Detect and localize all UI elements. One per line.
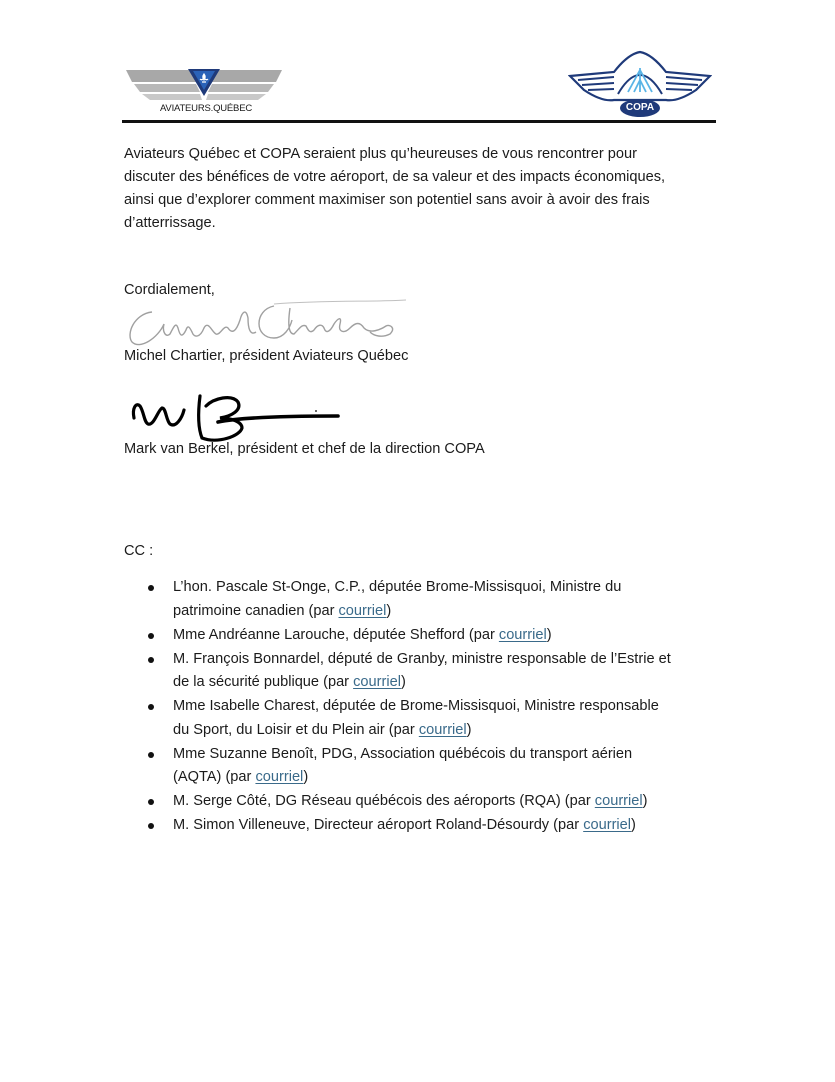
courriel-link[interactable]: courriel [338,602,387,619]
cc-list-item [148,814,728,838]
cc-item-text: M. Serge Côté, DG Réseau québécois des aéroports (RQA) [173,793,565,809]
cc-item-suffix: ) [631,817,636,833]
courriel-link[interactable]: courriel [255,769,304,785]
copa-logo-text: COPA [625,102,655,113]
cc-item-prefix: (par [308,602,339,619]
cc-list-item [148,743,728,790]
cc-item-line: Mme Isabelle Charest, députée de Brome-Missisquoi, Ministre responsable [173,698,659,714]
cc-item-text: patrimoine canadien [173,602,309,619]
letter-paragraph [124,143,724,235]
paragraph-line: Aviateurs Québec et COPA seraient plus qu’heureuses de vous rencontrer pour [124,146,637,162]
signature-1-text: Michel Chartier [124,298,131,299]
cc-list-item [148,648,728,695]
cc-item-line [173,671,728,695]
bullet-icon [148,633,154,639]
cc-list [148,576,728,838]
paragraph-line: d’atterrissage. [124,215,216,231]
cc-label: CC : [124,543,154,559]
courriel-link[interactable]: courriel [353,674,401,690]
cc-item-suffix: ) [303,769,309,785]
bullet-icon [148,799,154,805]
cc-list-item [148,624,728,648]
cc-item-line: M. François Bonnardel, député de Granby, ministre responsable de l’Estrie et [173,650,671,667]
cc-item-line [173,814,728,838]
signer-1-name: Michel Chartier, président Aviateurs Québec [124,348,409,364]
cc-item-suffix: ) [466,721,472,738]
courriel-link[interactable]: courriel [594,793,643,809]
cc-item-prefix: (par [564,793,595,809]
cc-item-prefix: (par [468,626,499,643]
header-divider [122,120,716,123]
closing-salutation: Cordialement, [124,282,215,298]
cc-item-suffix: ) [642,793,648,809]
cc-item-line [173,600,728,624]
cc-item-suffix: ) [546,626,552,643]
cc-list-item [148,576,728,623]
aviateurs-quebec-logo-text: AVIATEURS.QUÉBEC [160,103,252,114]
cc-item-line: Mme Suzanne Benoît, PDG, Association québécois du transport aérien [173,745,633,762]
cc-item-suffix: ) [400,674,406,690]
bullet-icon [148,585,154,591]
cc-item-text: M. Simon Villeneuve, Directeur aéroport Roland-Désourdy [173,817,554,833]
cc-item-text: (AQTA) [173,769,226,785]
cc-item-suffix: ) [386,602,392,619]
signer-2-name: Mark van Berkel, président et chef de la direction COPA [124,441,485,457]
cc-item-text: de la sécurité publique [173,674,324,690]
courriel-link[interactable]: courriel [498,626,547,643]
mark-van-berkel-signature [128,388,348,444]
bullet-icon [148,704,154,710]
cc-item-prefix: (par [388,721,419,738]
aviateurs-quebec-logo [124,66,284,120]
cc-item-prefix: (par [323,674,354,690]
bullet-icon [148,823,154,829]
paragraph-line: ainsi que d’explorer comment maximiser son potentiel sans avoir à avoir des frais [124,192,650,208]
cc-item-line [173,719,728,743]
cc-item-line [173,624,728,648]
copa-logo [568,50,712,120]
bullet-icon [148,752,154,758]
cc-list-item [148,790,728,814]
cc-item-line [173,790,728,814]
cc-item-prefix: (par [225,769,256,785]
cc-item-line [173,766,728,790]
cc-list-item [148,695,728,742]
courriel-link[interactable]: courriel [418,721,467,738]
cc-item-text: Mme Andréanne Larouche, députée Shefford [173,626,469,643]
cc-item-text: du Sport, du Loisir et du Plein air [173,721,389,738]
cc-item-prefix: (par [553,817,584,833]
bullet-icon [148,657,154,663]
cc-item-line: L’hon. Pascale St-Onge, C.P., députée Brome-Missisquoi, Ministre du [173,579,622,595]
michel-chartier-signature [124,298,414,350]
paragraph-line: discuter des bénéfices de votre aéroport, de sa valeur et des impacts économiques, [124,169,666,185]
courriel-link[interactable]: courriel [583,817,632,833]
